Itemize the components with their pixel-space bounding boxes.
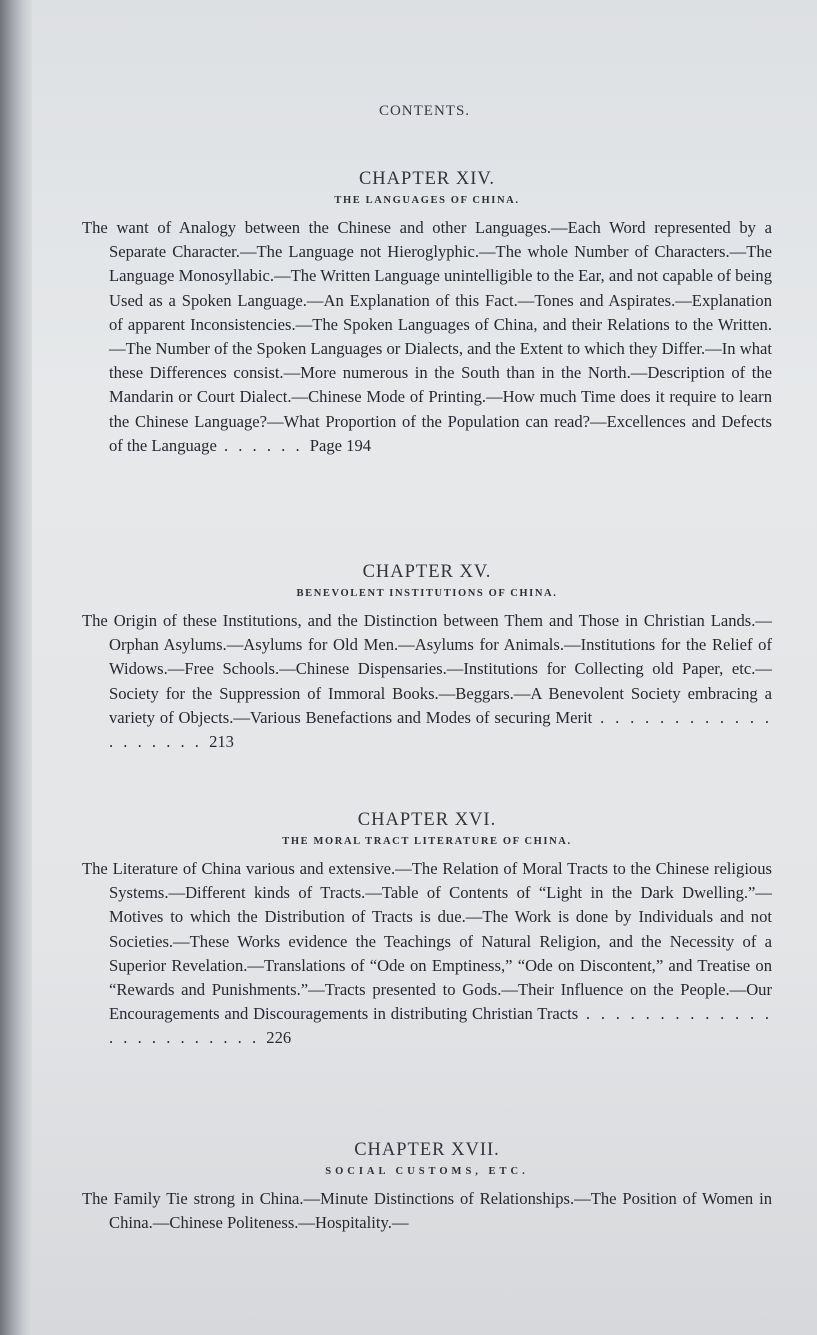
chapter-summary: [82, 216, 772, 458]
chapter-subtitle: THE MORAL TRACT LITERATURE OF CHINA.: [282, 836, 572, 847]
chapter-subtitle: SOCIAL CUSTOMS, ETC.: [325, 1166, 529, 1177]
chapter-summary: [82, 1187, 772, 1235]
chapter-subtitle: THE LANGUAGES OF CHINA.: [334, 195, 520, 206]
chapter-xvi-entry: [82, 809, 772, 1051]
chapter-summary: [82, 609, 772, 754]
chapter-xvii-entry: [82, 1139, 772, 1235]
summary-text: The Literature of China various and extensive.—The Relation of Moral Tracts to the Chinese religious Systems.—Different kinds of Tracts.—Table of Contents of “Light in the Dark Dwelling.”—Motives to which the Distribution of Tracts is due.—The Work is done by Individuals and not Societies.—These Works evidence the Teachings of Natural Religion, and the Necessity of a Superior Revelation.—Translations of “Ode on Emptiness,” “Ode on Discontent,” and Treatise on “Rewards and Punishments.”—Tracts presented to Gods.—Their Influence on the People.—Our Encouragements and Discouragements in distributing Christian Tracts: [82, 859, 772, 1024]
dot-leader: . . . . . .: [216, 435, 310, 455]
dot-leader: . . . . . . . . . . . . . . . . . . . . . . . .: [109, 1004, 773, 1048]
summary-text: The Origin of these Institutions, and the Distinction between Them and Those in Christian Lands.—Orphan Asylums.—Asylums for Old Men.—Asylums for Animals.—Institutions for the Relief of Widows.—Free Schools.—Chinese Dispensaries.—Institutions for Collecting old Paper, etc.—Society for the Suppression of Immoral Books.—Beggars.—A Benevolent Society embracing a variety of Objects.—Various Benefactions and Modes of securing Merit: [82, 611, 772, 727]
chapter-heading: CHAPTER XVI.: [357, 810, 497, 830]
page-number: 213: [209, 732, 234, 752]
chapter-subtitle: BENEVOLENT INSTITUTIONS OF CHINA.: [296, 588, 558, 599]
page-title: CONTENTS.: [378, 103, 471, 119]
chapter-xv-entry: [82, 561, 772, 754]
book-binding-shadow: [0, 0, 32, 1335]
chapter-heading: CHAPTER XVII.: [354, 1140, 500, 1160]
summary-text: The Family Tie strong in China.—Minute Distinctions of Relationships.—The Position of Women in China.—Chinese Politeness.—Hospitality.—: [82, 1189, 772, 1233]
chapter-heading: CHAPTER XV.: [362, 562, 492, 582]
chapter-xiv-entry: [82, 168, 772, 458]
page-number: 226: [266, 1028, 292, 1048]
chapter-heading: CHAPTER XIV.: [358, 169, 496, 189]
page-number: Page 194: [309, 435, 372, 455]
book-page: [32, 0, 817, 1335]
dot-leader: . . . . . . . . . . . . . . . . . . .: [109, 707, 772, 752]
chapter-summary: [82, 857, 772, 1051]
summary-text: The want of Analogy between the Chinese and other Languages.—Each Word represented by a Separate Character.—The Language not Hieroglyphic.—The whole Number of Characters.—The Language Monosyllabic.—The Written Language unintelligible to the Ear, and not capable of being Used as a Spoken Language.—An Explanation of this Fact.—Tones and Aspirates.—Explanation of apparent Inconsistencies.—The Spoken Languages of China, and their Relations to the Written.—The Number of the Spoken Languages or Dialects, and the Extent to which they Differ.—In what these Differences consist.—More numerous in the South than in the North.—Description of the Mandarin or Court Dialect.—Chinese Mode of Printing.—How much Time does it require to learn the Chinese Language?—What Proportion of the Population can read?—Excellences and Defects of the Language: [82, 218, 772, 455]
